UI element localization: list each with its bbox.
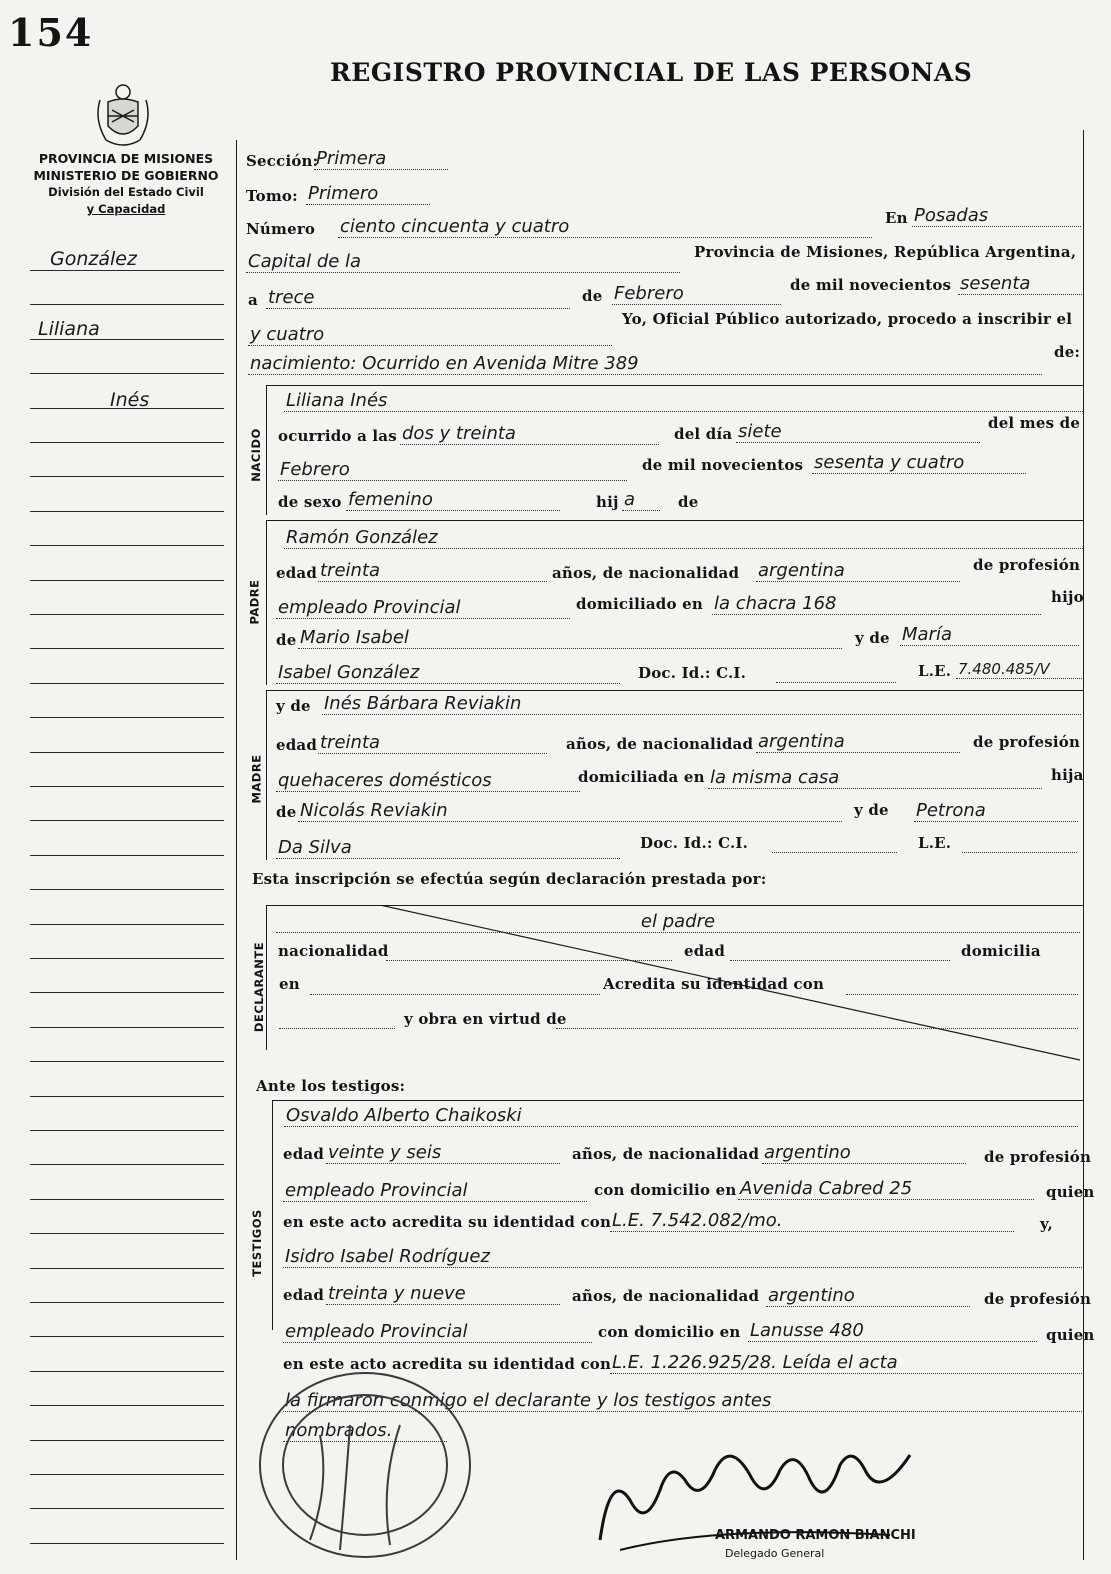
act-value: nacimiento: Ocurrido en Avenida Mitre 389 <box>248 353 1042 375</box>
label-padre: PADRE <box>247 579 262 625</box>
testigo1-prof-label: de profesión <box>984 1148 1092 1166</box>
margin-rule <box>30 1405 224 1406</box>
declarante-nac-line <box>386 960 672 961</box>
nacido-hij-label: hij <box>596 493 619 511</box>
numero-label: Número <box>246 220 316 238</box>
label-declarante: DECLARANTE <box>252 941 267 1033</box>
de-label: de <box>582 287 603 305</box>
nacido-year-value: sesenta y cuatro <box>812 452 1026 474</box>
office-province: PROVINCIA DE MISIONES <box>38 151 214 166</box>
padre-prof-value: empleado Provincial <box>276 597 570 619</box>
margin-rule <box>30 992 224 993</box>
margin-given-name: Liliana <box>38 318 100 340</box>
testigo2-quien-label: quien <box>1046 1326 1095 1344</box>
padre-hijo-label: hijo <box>1051 588 1084 606</box>
padre-name: Ramón González <box>284 527 1083 549</box>
margin-rule <box>30 270 224 271</box>
testigo1-nac-label: años, de nacionalidad <box>572 1145 760 1163</box>
declarante-acredita-line <box>846 994 1078 995</box>
testigo1-dom-value: Avenida Cabred 25 <box>738 1178 1034 1200</box>
closing-line-2: nombrados. <box>283 1420 447 1442</box>
testigo1-y-label: y, <box>1040 1215 1053 1233</box>
en-label: En <box>885 209 908 227</box>
padre-father-value: Mario Isabel <box>298 627 842 649</box>
testigo2-dom-value: Lanusse 480 <box>748 1320 1037 1342</box>
madre-hija-label: hija <box>1051 766 1084 784</box>
madre-de-label: de <box>276 803 297 821</box>
padre-edad-value: treinta <box>318 560 547 582</box>
month-value: Febrero <box>612 283 781 305</box>
closing-line-1: la firmaron conmigo el declarante y los testigos antes <box>283 1390 1082 1412</box>
act-suffix: de: <box>1054 343 1081 361</box>
testigo2-nac-value: argentino <box>766 1285 970 1307</box>
margin-rule <box>30 1096 224 1097</box>
testigo2-acredita-label: en este acto acredita su identidad con <box>283 1355 612 1373</box>
madre-top-rule <box>266 690 1083 691</box>
margin-rule <box>30 889 224 890</box>
testigo1-edad-value: veinte y seis <box>326 1142 560 1164</box>
madre-name: Inés Bárbara Reviakin <box>322 693 1081 715</box>
margin-rule <box>30 304 224 305</box>
margin-rule <box>30 924 224 925</box>
city-value: Capital de la <box>246 251 680 273</box>
en-value: Posadas <box>912 205 1081 227</box>
testigo2-prof-value: empleado Provincial <box>283 1321 592 1343</box>
testigos-intro: Ante los testigos: <box>256 1077 406 1095</box>
margin-rule <box>30 580 224 581</box>
padre-prof-label: de profesión <box>973 556 1081 574</box>
signatory-role: Delegado General <box>725 1547 825 1560</box>
margin-rule <box>30 1233 224 1234</box>
label-testigos: TESTIGOS <box>249 1209 264 1277</box>
margin-rule <box>30 958 224 959</box>
margin-rule <box>30 339 224 340</box>
year-value-2: y cuatro <box>248 324 612 346</box>
padre-le-label: L.E. <box>918 662 952 680</box>
margin-rule <box>30 786 224 787</box>
margin-rule <box>30 1061 224 1062</box>
margin-rule <box>30 1268 224 1269</box>
tomo-label: Tomo: <box>246 187 298 205</box>
declarante-obra-lead-line <box>279 1028 395 1029</box>
seccion-value: Primera <box>314 148 448 170</box>
padre-dom-label: domiciliado en <box>576 595 703 613</box>
madre-doc-label: Doc. Id.: C.I. <box>640 834 749 852</box>
margin-rule <box>30 373 224 374</box>
padre-edad-label: edad <box>276 564 318 582</box>
a-label: a <box>248 291 258 309</box>
declarante-bracket <box>266 905 267 1050</box>
office-ministry: MINISTERIO DE GOBIERNO <box>33 168 219 183</box>
padre-top-rule <box>266 520 1083 521</box>
year-value: sesenta <box>958 273 1082 295</box>
padre-mother-value: María <box>900 624 1079 646</box>
nacido-name: Liliana Inés <box>284 390 1083 412</box>
margin-rule <box>30 1440 224 1441</box>
madre-edad-value: treinta <box>318 732 547 754</box>
year-prefix: de mil novecientos <box>790 276 952 294</box>
madre-mother-value-2: Da Silva <box>276 837 620 859</box>
testigo1-id-value: L.E. 7.542.082/mo. <box>610 1210 1014 1232</box>
margin-rule <box>30 442 224 443</box>
padre-yde-label: y de <box>855 629 890 647</box>
official-text: Yo, Oficial Público autorizado, procedo a inscribir el <box>622 310 1073 328</box>
testigo1-edad-label: edad <box>283 1145 325 1163</box>
nacido-bracket <box>266 385 267 515</box>
testigo1-acredita-label: en este acto acredita su identidad con <box>283 1213 612 1231</box>
margin-rule <box>30 1508 224 1509</box>
testigo2-name: Isidro Isabel Rodríguez <box>283 1246 1082 1268</box>
declarante-en-line <box>310 994 600 995</box>
signatory-name: ARMANDO RAMON BIANCHI <box>715 1528 916 1543</box>
declarante-domicilia-label: domicilia <box>961 942 1041 960</box>
madre-nac-label: años, de nacionalidad <box>566 735 754 753</box>
issuing-office <box>20 150 232 218</box>
padre-nac-label: años, de nacionalidad <box>552 564 740 582</box>
nacido-hij-value: a <box>622 489 660 511</box>
testigo2-prof-label: de profesión <box>984 1290 1092 1308</box>
testigo2-edad-value: treinta y nueve <box>326 1283 560 1305</box>
margin-rule <box>30 1543 224 1544</box>
margin-rule <box>30 476 224 477</box>
day-value: trece <box>266 287 570 309</box>
testigos-bracket <box>272 1100 273 1330</box>
frame-right-border <box>1083 130 1084 1560</box>
margin-rule <box>30 1199 224 1200</box>
nacido-de-label: de <box>678 493 699 511</box>
testigo1-dom-label: con domicilio en <box>594 1181 737 1199</box>
padre-doc-label: Doc. Id.: C.I. <box>638 664 747 682</box>
page-title: REGISTRO PROVINCIAL DE LAS PERSONAS <box>330 58 973 87</box>
province-text: Provincia de Misiones, República Argentina, <box>694 243 1077 261</box>
nacido-hour-value: dos y treinta <box>400 423 659 445</box>
nacido-sex-label: de sexo <box>278 493 342 511</box>
declarante-obra-label: y obra en virtud de <box>404 1010 567 1028</box>
madre-nac-value: argentina <box>756 731 960 753</box>
madre-dom-label: domiciliada en <box>578 768 705 786</box>
declarante-obra-line <box>556 1028 1078 1029</box>
padre-mother-value-2: Isabel González <box>276 662 620 684</box>
label-madre: MADRE <box>249 754 264 804</box>
frame-left-border <box>236 140 237 1560</box>
nacido-hour-label: ocurrido a las <box>278 427 397 445</box>
margin-surname: González <box>50 248 137 270</box>
margin-rule <box>30 648 224 649</box>
margin-rule <box>30 1130 224 1131</box>
padre-nac-value: argentina <box>756 560 960 582</box>
declarante-acredita-label: Acredita su identidad con <box>603 975 825 993</box>
padre-le-value: 7.480.485/V <box>956 660 1082 679</box>
page-number: 154 <box>8 10 94 55</box>
madre-dom-value: la misma casa <box>708 767 1042 789</box>
margin-rule <box>30 855 224 856</box>
margin-rule <box>30 717 224 718</box>
madre-mother-value: Petrona <box>914 800 1078 822</box>
margin-rule <box>30 752 224 753</box>
declarante-en-label: en <box>279 975 300 993</box>
nacido-month-label: del mes de <box>988 414 1081 432</box>
madre-father-value: Nicolás Reviakin <box>298 800 842 822</box>
declarante-intro: Esta inscripción se efectúa según declaración prestada por: <box>252 870 767 888</box>
declarante-edad-line <box>730 960 950 961</box>
nacido-day-label: del día <box>674 425 733 443</box>
margin-rule <box>30 1027 224 1028</box>
testigo2-id-value: L.E. 1.226.925/28. Leída el acta <box>610 1352 1082 1374</box>
numero-value: ciento cincuenta y cuatro <box>338 216 872 238</box>
padre-de-label: de <box>276 631 297 649</box>
madre-ci-line <box>772 852 897 853</box>
declarante-name: el padre <box>276 911 1080 933</box>
margin-rule <box>30 1474 224 1475</box>
madre-edad-label: edad <box>276 736 318 754</box>
testigo1-quien-label: quien <box>1046 1183 1095 1201</box>
nacido-year-label: de mil novecientos <box>642 456 804 474</box>
testigo2-dom-label: con domicilio en <box>598 1323 741 1341</box>
madre-prof-value: quehaceres domésticos <box>276 770 580 792</box>
testigo2-nac-label: años, de nacionalidad <box>572 1287 760 1305</box>
office-division: División del Estado Civil <box>48 185 204 199</box>
testigo1-nac-value: argentino <box>762 1142 966 1164</box>
margin-rule <box>30 408 224 409</box>
margin-rule <box>30 614 224 615</box>
coat-of-arms-icon <box>88 80 158 152</box>
margin-rule <box>30 511 224 512</box>
margin-rule <box>30 545 224 546</box>
declarante-nac-label: nacionalidad <box>278 942 389 960</box>
nacido-sex-value: femenino <box>346 489 560 511</box>
nacido-month-value: Febrero <box>278 459 627 481</box>
nacido-day-value: siete <box>736 421 980 443</box>
testigo2-edad-label: edad <box>283 1286 325 1304</box>
testigo1-name: Osvaldo Alberto Chaikoski <box>284 1105 1078 1127</box>
testigo1-prof-value: empleado Provincial <box>283 1180 587 1202</box>
margin-rule <box>30 1371 224 1372</box>
margin-rule <box>30 683 224 684</box>
padre-dom-value: la chacra 168 <box>712 593 1041 615</box>
madre-bracket <box>266 690 267 860</box>
nacido-top-rule <box>266 385 1083 386</box>
office-capacity: y Capacidad <box>86 202 166 216</box>
madre-le-line <box>962 852 1077 853</box>
margin-rule <box>30 1302 224 1303</box>
margin-rule <box>30 1336 224 1337</box>
testigos-top-rule <box>272 1100 1083 1101</box>
madre-le-label: L.E. <box>918 834 952 852</box>
padre-ci-line <box>776 682 896 683</box>
tomo-value: Primero <box>306 183 430 205</box>
madre-yde2-label: y de <box>854 801 889 819</box>
seccion-label: Sección: <box>246 152 319 170</box>
margin-rule <box>30 820 224 821</box>
madre-prof-label: de profesión <box>973 733 1081 751</box>
madre-yde-label: y de <box>276 697 311 715</box>
label-nacido: NACIDO <box>248 428 263 482</box>
padre-bracket <box>266 520 267 685</box>
declarante-edad-label: edad <box>684 942 726 960</box>
margin-rule <box>30 1164 224 1165</box>
official-stamp-icon <box>250 1365 480 1565</box>
margin-middle-name: Inés <box>110 389 150 411</box>
